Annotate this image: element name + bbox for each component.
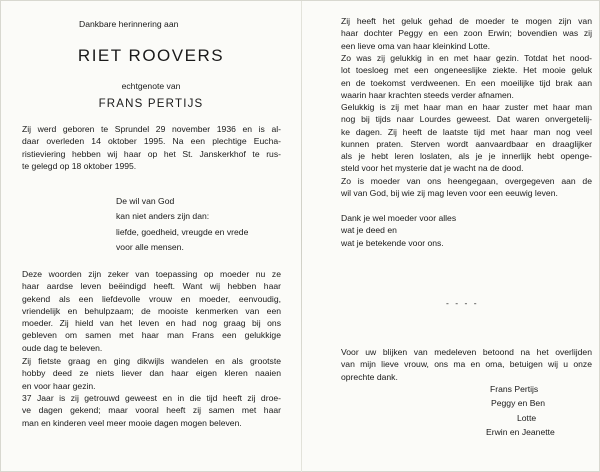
body-line: Zij fietste graag en ging dikwijls wandelen en als grootste — [22, 356, 281, 366]
body-line: vriendelijk en behulpzaam; de mooiste kenmerken van een — [22, 305, 281, 316]
body-line: en voor haar gezin. — [22, 380, 96, 391]
body-paragraph-1 — [22, 268, 281, 354]
intro-line: ristieviering hebben wij haar op het St. Janskerkhof te rus- — [22, 148, 281, 159]
intro-line: daar overleden 14 oktober 1995. Na een plechtige Eucha- — [22, 136, 281, 147]
body-line: van mijn lieve vrouw, ons ma en oma, betuigen wij u onze — [341, 359, 592, 370]
body-line: gekend als een liefdevolle vrouw en moeder, eenvoudig, — [22, 293, 281, 304]
signatory: Frans Pertijs — [490, 384, 539, 394]
prayer-line: wat je betekende voor ons. — [341, 237, 444, 248]
illness-paragraph — [341, 52, 592, 101]
body-line: en de toekomst verdweenen. En een moeilijke tijd brak aan — [341, 77, 592, 88]
body-line: waarin haar krachten steeds verder afnamen. — [341, 89, 514, 100]
body-line: steld voor het mysterie dat je wacht na de dood. — [341, 163, 524, 174]
body-line: nog bij tijds naar Lourdes geweest. Dat waren onvergetelij- — [341, 114, 592, 125]
body-line: haar aardse leven beëindigd heeft. Want wij hebben haar — [22, 281, 281, 292]
body-line: man en kinderen veel meer mooie dagen mogen beleven. — [22, 417, 242, 428]
spouse-label: echtgenote van — [121, 81, 181, 91]
body-line: ve dagen gekend; maar vooral heeft zij samen met haar — [22, 405, 281, 416]
body-line: Zo was zij gelukkig in en met haar gezin. Totdat het nood- — [341, 53, 592, 63]
body-line: gebleven om samen met haar man Frans een gelukkige — [22, 330, 281, 341]
deceased-name: RIET ROOVERS — [77, 46, 225, 65]
body-line: oprechte dank. — [341, 371, 398, 382]
intro-line: te gelegd op 18 oktober 1995. — [22, 160, 137, 171]
body-line: een lieve oma van haar kleinkind Lotte. — [341, 40, 491, 51]
body-line: haar dochter Peggy en een zoon Erwin; bovendien was zij — [341, 28, 592, 39]
body-line: hobby deed ze niets liever dan haar eigen kleren naaien — [22, 368, 281, 379]
verse-line: liefde, goedheid, vreugde en vrede — [116, 226, 249, 237]
body-line: als je hebt leren loslaten, als je je innerlijk hebt openge- — [341, 151, 592, 161]
body-line: moeder. Zij hield van het leven en had nog graag bij ons — [22, 318, 281, 328]
body-line: 37 Jaar is zij getrouwd geweest en in die tijd heeft zij droe- — [22, 393, 281, 403]
prayer — [341, 212, 456, 249]
body-line: Voor uw blijken van medeleven betoond na het overlijden — [341, 347, 592, 357]
verse-line: kan niet anders zijn dan: — [116, 211, 210, 222]
verse-line: De wil van God — [116, 196, 175, 206]
separator: - - - - — [446, 298, 479, 308]
signatories — [486, 383, 555, 441]
prayer-line: Dank je wel moeder voor alles — [341, 213, 457, 223]
body-paragraph-2 — [22, 355, 281, 392]
signatory: Erwin en Jeanette — [486, 427, 555, 438]
body-line: Gelukkig is zij met haar man en haar zuster met haar man — [341, 102, 592, 112]
remembrance-heading: Dankbare herinnering aan — [79, 19, 179, 29]
intro-paragraph — [22, 123, 281, 172]
verse — [116, 195, 248, 253]
prayer-line: wat je deed en — [341, 225, 397, 236]
body-line: lot toesloeg met een ongeneeslijke ziekte. Het mooie geluk — [341, 65, 592, 76]
thanks-paragraph — [341, 346, 592, 383]
lourdes-paragraph — [341, 101, 592, 175]
farewell-paragraph — [341, 175, 592, 200]
body-line: ke dagen. Zij heeft de laatste tijd met haar man nog veel — [341, 126, 592, 137]
body-line: Zij heeft het geluk gehad de moeder te mogen zijn van — [341, 16, 592, 26]
verse-line: voor alle mensen. — [116, 241, 184, 252]
family-paragraph — [341, 15, 592, 52]
body-paragraph-3 — [22, 392, 281, 429]
signatory: Lotte — [517, 412, 537, 423]
body-line: Zo is moeder van ons heengegaan, overgegeven aan de — [341, 176, 592, 186]
intro-line: Zij werd geboren te Sprundel 29 november 1936 en is al- — [22, 124, 281, 134]
body-line: kunnen praten. Sterven wordt aanvaardbaar en draaglijker — [341, 138, 592, 149]
left-page — [1, 1, 301, 472]
signatory: Peggy en Ben — [491, 398, 545, 409]
right-page — [301, 1, 600, 472]
body-line: oude dag te beleven. — [22, 342, 103, 353]
body-line: wil van God, bij wie zij mag leven voor een eeuwig leven. — [341, 188, 558, 199]
spouse-name: FRANS PERTIJS — [98, 98, 204, 110]
body-line: Deze woorden zijn zeker van toepassing op moeder nu ze — [22, 269, 281, 279]
